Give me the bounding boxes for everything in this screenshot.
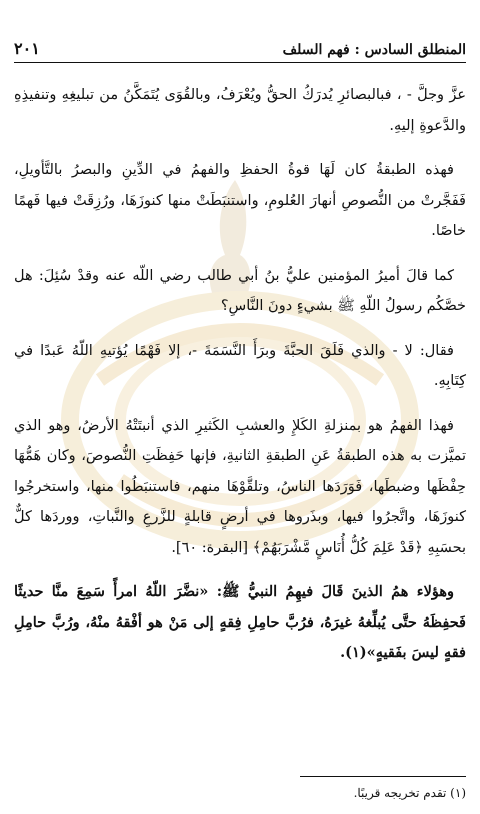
body-text — [14, 80, 466, 683]
page-number: ٢٠١ — [14, 39, 40, 58]
paragraph: وهؤلاء همُ الذينَ قَالَ فيهِمُ النبيُّ ﷺ: «نضَّرَ اللّهُ امرأً سَمِعَ منَّا حديثًا فَحفِظَهُ حتَّى يُبلِّغهُ غيرَهُ، فرُبَّ حامِلِ فِقهٍ إلى مَنْ هو أفْقهُ منْهُ، ورُبَّ حامِلِ فقهٍ ليسَ بفَقيهٍ»(١). — [14, 583, 466, 661]
chapter-title: المنطلق السادس : فهم السلف — [282, 42, 466, 58]
footnote: (١) تقدم تخريجه قريبًا. — [353, 786, 466, 800]
paragraph: عزَّ وجلَّ - ، فبالبصائرِ يُدرَكُ الحقُّ ويُعْرَفُ، وبالقُوَى يُتَمَكَّنُ من تبليغِهِ وتنفيذِهِ والدَّعوةِ إليهِ. — [14, 87, 466, 134]
footnote-divider — [300, 776, 466, 777]
paragraph: كما قالَ أميرُ المؤمنين عليُّ بنُ أبي طالب رضي اللّه عنه وقدْ سُئِلَ: هل خصَّكُم رسولُ اللّهِ ﷺ بشيءٍ دونَ النَّاسِ؟ — [14, 267, 466, 314]
paragraph: فهذه الطبقةُ كان لَهَا قوةُ الحفظِ والفهمُ في الدِّينِ والبصرُ بالتَّأويلِ، فَفَجَّرتْ من النُّصوصِ أنهارَ العُلومِ، واستنبَطَتْ منها كنوزَهَا، ورُزِقَتْ فيها فَهمًا خاصًا. — [14, 162, 466, 239]
header-divider — [14, 62, 466, 63]
paragraph: فهذا الفهمُ هو بمنزلةِ الكَلإِ والعشبِ الكَثيرِ الذي أنبتَتْهُ الأرضُ، وهو الذي تميَّزت به هذه الطبقةُ عَنِ الطبقةِ الثانيةِ، فإنها حَفِظَتِ النُّصوصَ، وكان هَمُّهَا حِفْظَها وضبطَها، فَوَرَدَها الناسُ، وتلقَّوْهَا منهم، فاستنبَطُوا منها، واستخرجُوا كنوزَهَا، واتَّجرُوا فيها، وبذَروها في أرضٍ قابلةٍ للزَّرعِ والنَّباتِ، ووردَها كلٌّ بحسَبِهِ ﴿قَدْ عَلِمَ كُلُّ أُنَاسٍ مَّشْرَبَهُمْ﴾ [البقرة: ٦٠]. — [14, 417, 466, 556]
paragraph: فقال: لا - والذي فَلَقَ الحبَّةَ وبرَأَ النَّسَمَةَ -، إلا فَهْمًا يُؤتيهِ اللّهُ عَبدًا في كِتَابِهِ. — [14, 342, 466, 389]
running-header — [14, 34, 466, 58]
